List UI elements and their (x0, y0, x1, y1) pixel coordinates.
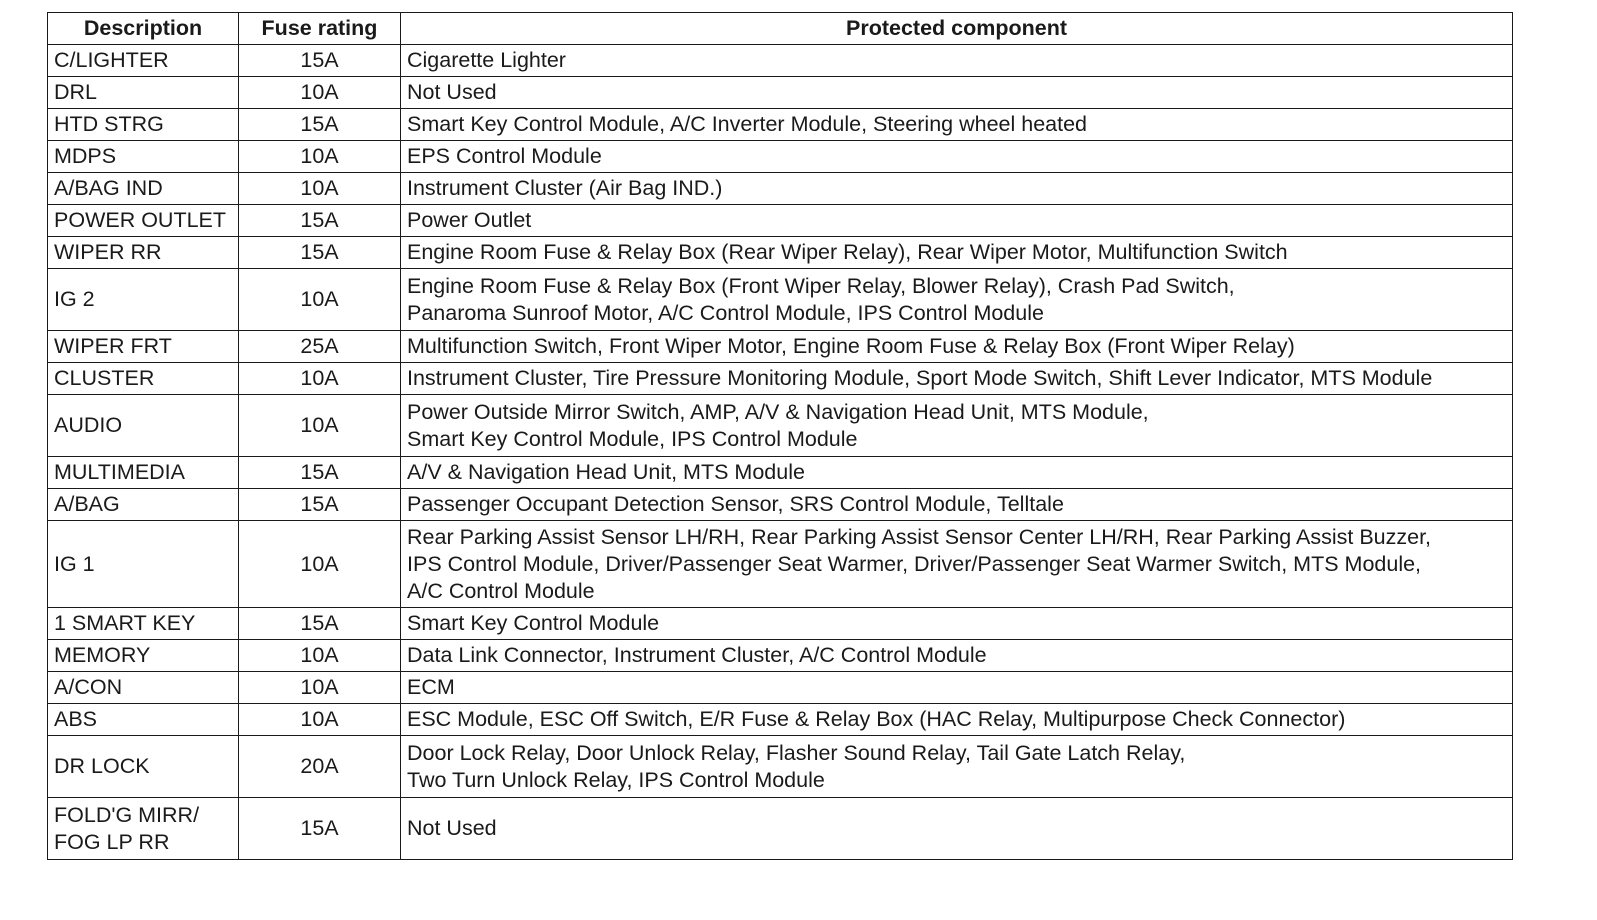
description-line: MDPS (54, 144, 117, 168)
cell-description (48, 205, 239, 237)
cell-fuse-rating: 10A (239, 672, 401, 704)
description-line: C/LIGHTER (54, 48, 169, 72)
cell-protected-component (401, 109, 1513, 141)
component-line: IPS Control Module, Driver/Passenger Seat Warmer, Driver/Passenger Seat Warmer Switch, MTS Module, (407, 551, 1422, 576)
description-line: DR LOCK (54, 754, 150, 778)
cell-fuse-rating: 10A (239, 141, 401, 173)
cell-fuse-rating: 10A (239, 395, 401, 457)
table-header-row (48, 13, 1513, 45)
description-line: CLUSTER (54, 366, 155, 390)
description-line: HTD STRG (54, 112, 164, 136)
table-row (48, 205, 1513, 237)
table-row (48, 395, 1513, 457)
header-fuse-rating: Fuse rating (239, 13, 401, 45)
table-row (48, 457, 1513, 489)
component-line: Data Link Connector, Instrument Cluster, A/C Control Module (407, 643, 987, 667)
component-line: A/C Control Module (407, 578, 595, 603)
cell-protected-component (401, 798, 1513, 860)
cell-protected-component (401, 77, 1513, 109)
cell-fuse-rating: 15A (239, 109, 401, 141)
cell-description (48, 672, 239, 704)
description-line: FOG LP RR (54, 829, 170, 854)
cell-description (48, 640, 239, 672)
component-line: Rear Parking Assist Sensor LH/RH, Rear Parking Assist Sensor Center LH/RH, Rear Parking Assist Buzzer, (407, 524, 1432, 549)
component-line: Two Turn Unlock Relay, IPS Control Module (407, 767, 825, 792)
cell-description (48, 736, 239, 798)
cell-description (48, 521, 239, 608)
cell-description (48, 109, 239, 141)
component-line: Cigarette Lighter (407, 48, 566, 72)
cell-description (48, 141, 239, 173)
component-line: ECM (407, 675, 455, 699)
description-line: POWER OUTLET (54, 208, 227, 232)
description-line: WIPER FRT (54, 334, 172, 358)
description-line: FOLD'G MIRR/ (54, 802, 200, 827)
description-line: MEMORY (54, 643, 151, 667)
table-row (48, 237, 1513, 269)
component-line: Power Outlet (407, 208, 532, 232)
component-line: Passenger Occupant Detection Sensor, SRS Control Module, Telltale (407, 492, 1064, 516)
cell-protected-component (401, 269, 1513, 331)
table-row (48, 109, 1513, 141)
component-line: Smart Key Control Module, A/C Inverter Module, Steering wheel heated (407, 112, 1087, 136)
header-protected-component: Protected component (401, 13, 1513, 45)
component-line: Not Used (407, 816, 497, 840)
component-line: Engine Room Fuse & Relay Box (Rear Wiper Relay), Rear Wiper Motor, Multifunction Switch (407, 240, 1288, 264)
cell-protected-component (401, 489, 1513, 521)
cell-protected-component (401, 672, 1513, 704)
table-row (48, 269, 1513, 331)
component-line: Instrument Cluster, Tire Pressure Monitoring Module, Sport Mode Switch, Shift Lever Indicator, MTS Module (407, 366, 1433, 390)
fuse-table-body (48, 45, 1513, 860)
cell-description (48, 269, 239, 331)
cell-description (48, 45, 239, 77)
cell-fuse-rating: 10A (239, 704, 401, 736)
description-line: 1 SMART KEY (54, 611, 196, 635)
table-row (48, 173, 1513, 205)
cell-protected-component (401, 205, 1513, 237)
cell-fuse-rating: 25A (239, 331, 401, 363)
cell-description (48, 77, 239, 109)
table-row (48, 672, 1513, 704)
cell-description (48, 395, 239, 457)
cell-protected-component (401, 395, 1513, 457)
cell-fuse-rating: 10A (239, 77, 401, 109)
description-line: WIPER RR (54, 240, 162, 264)
table-row (48, 77, 1513, 109)
component-line: Panaroma Sunroof Motor, A/C Control Module, IPS Control Module (407, 300, 1044, 325)
component-line: Smart Key Control Module, IPS Control Module (407, 426, 858, 451)
description-line: DRL (54, 80, 98, 104)
component-line: Power Outside Mirror Switch, AMP, A/V & Navigation Head Unit, MTS Module, (407, 399, 1149, 424)
cell-fuse-rating: 15A (239, 457, 401, 489)
component-line: A/V & Navigation Head Unit, MTS Module (407, 460, 805, 484)
table-row (48, 798, 1513, 860)
fuse-table-container (47, 12, 1512, 860)
cell-fuse-rating: 10A (239, 640, 401, 672)
header-description: Description (48, 13, 239, 45)
table-row (48, 521, 1513, 608)
cell-fuse-rating: 20A (239, 736, 401, 798)
cell-protected-component (401, 704, 1513, 736)
cell-protected-component (401, 640, 1513, 672)
cell-description (48, 704, 239, 736)
cell-protected-component (401, 173, 1513, 205)
cell-fuse-rating: 10A (239, 269, 401, 331)
cell-fuse-rating: 15A (239, 608, 401, 640)
cell-protected-component (401, 457, 1513, 489)
cell-protected-component (401, 736, 1513, 798)
table-row (48, 736, 1513, 798)
description-line: A/BAG IND (54, 176, 163, 200)
cell-fuse-rating: 15A (239, 205, 401, 237)
description-line: AUDIO (54, 413, 123, 437)
cell-protected-component (401, 141, 1513, 173)
component-line: Smart Key Control Module (407, 611, 660, 635)
cell-protected-component (401, 331, 1513, 363)
cell-description (48, 237, 239, 269)
component-line: Multifunction Switch, Front Wiper Motor, Engine Room Fuse & Relay Box (Front Wiper Relay) (407, 334, 1295, 358)
table-row (48, 331, 1513, 363)
component-line: Door Lock Relay, Door Unlock Relay, Flasher Sound Relay, Tail Gate Latch Relay, (407, 740, 1186, 765)
cell-protected-component (401, 608, 1513, 640)
cell-fuse-rating: 10A (239, 363, 401, 395)
description-line: A/BAG (54, 492, 120, 516)
cell-protected-component (401, 521, 1513, 608)
fuse-table (47, 12, 1513, 860)
component-line: ESC Module, ESC Off Switch, E/R Fuse & Relay Box (HAC Relay, Multipurpose Check Connector) (407, 707, 1346, 731)
table-row (48, 45, 1513, 77)
table-row (48, 489, 1513, 521)
cell-protected-component (401, 237, 1513, 269)
table-row (48, 640, 1513, 672)
component-line: Not Used (407, 80, 497, 104)
cell-description (48, 363, 239, 395)
cell-fuse-rating: 10A (239, 521, 401, 608)
description-line: A/CON (54, 675, 123, 699)
component-line: EPS Control Module (407, 144, 602, 168)
cell-description (48, 173, 239, 205)
cell-protected-component (401, 363, 1513, 395)
cell-description (48, 489, 239, 521)
component-line: Instrument Cluster (Air Bag IND.) (407, 176, 723, 200)
cell-protected-component (401, 45, 1513, 77)
table-row (48, 141, 1513, 173)
cell-fuse-rating: 15A (239, 489, 401, 521)
cell-description (48, 798, 239, 860)
cell-description (48, 608, 239, 640)
cell-fuse-rating: 15A (239, 798, 401, 860)
cell-fuse-rating: 10A (239, 173, 401, 205)
cell-description (48, 457, 239, 489)
cell-fuse-rating: 15A (239, 237, 401, 269)
cell-description (48, 331, 239, 363)
table-row (48, 704, 1513, 736)
component-line: Engine Room Fuse & Relay Box (Front Wiper Relay, Blower Relay), Crash Pad Switch, (407, 273, 1235, 298)
description-line: ABS (54, 707, 98, 731)
description-line: MULTIMEDIA (54, 460, 185, 484)
table-row (48, 363, 1513, 395)
description-line: IG 1 (54, 551, 95, 576)
description-line: IG 2 (54, 287, 95, 311)
table-row (48, 608, 1513, 640)
cell-fuse-rating: 15A (239, 45, 401, 77)
